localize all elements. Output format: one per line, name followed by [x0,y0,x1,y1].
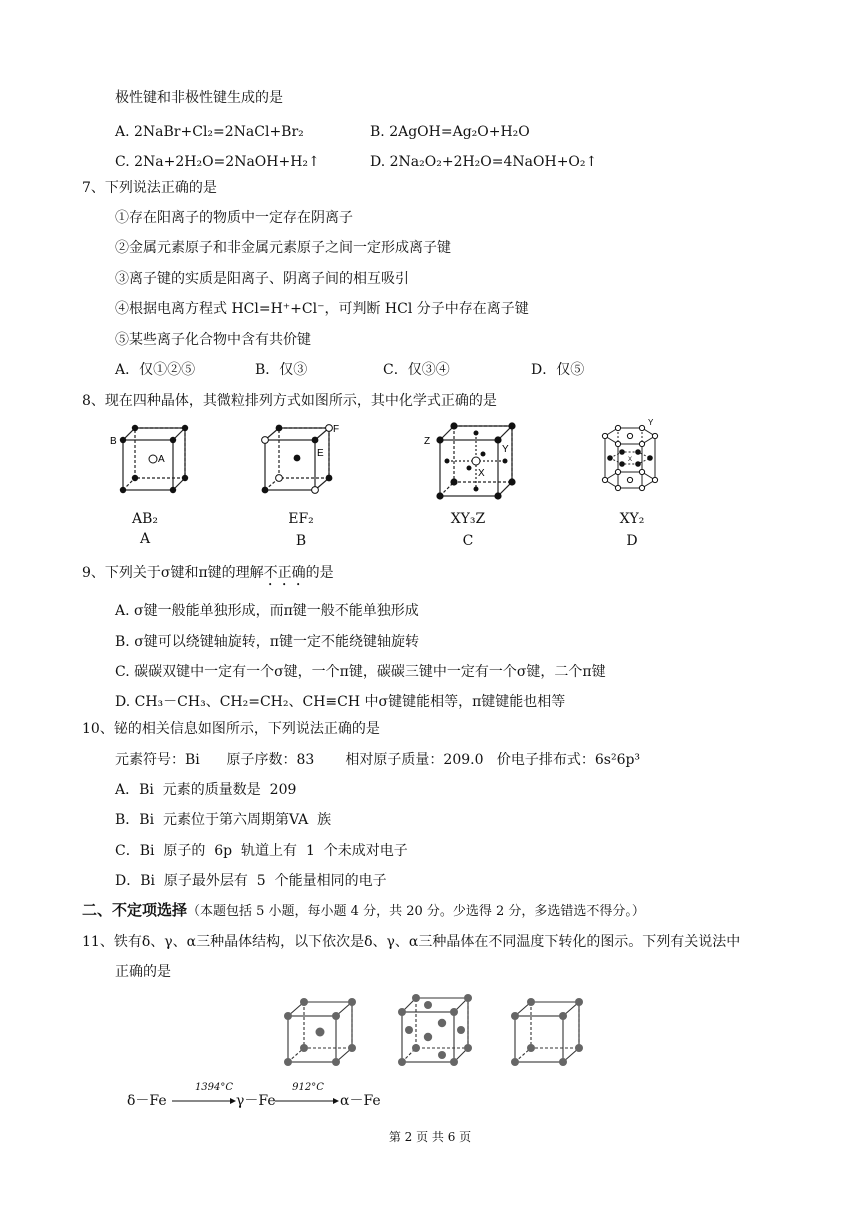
q11-stem: 11、铁有δ、γ、α三种晶体结构，以下依次是δ、γ、α三种晶体在不同温度下转化的图示。下列有关说法中 [82,934,741,950]
q7-statement-4: ④根据电离方程式 HCl=H⁺+Cl⁻，可判断 HCl 分子中存在离子键 [115,301,529,317]
fig-a-letter: A [139,531,151,547]
q6-option-b: B. 2AgOH=Ag₂O+H₂O [370,124,530,140]
label-x: X [628,457,633,463]
q6-option-c: C. 2Na+2H₂O=2NaOH+H₂↑ [115,154,320,170]
fig-c-formula: XY₃Z [450,511,486,527]
q9-option-c: C. 碳碳双键中一定有一个σ键，一个π键，碳碳三键中一定有一个σ键，二个π键 [115,664,606,680]
q7-statement-2: ②金属元素原子和非金属元素原子之间一定形成离子键 [115,240,451,256]
alpha-fe-label: α－Fe [340,1093,381,1109]
q6-stem-continuation: 极性键和非极性键生成的是 [115,90,283,106]
q10-element-info: 元素符号：Bi 原子序数：83 相对原子质量：209.0 价电子排布式：6s²6p³ [115,752,641,768]
label-b: B [110,436,117,447]
label-y: Y [502,444,509,455]
fig-b-formula: EF₂ [288,511,314,527]
fig-a-formula: AB₂ [131,511,158,527]
q9-option-a: A. σ键一般能单独形成，而π键一般不能单独形成 [115,603,419,619]
crystal-figure-b [255,420,345,500]
delta-fe-label: δ－Fe [127,1093,167,1109]
q7-option-a: A．仅①②⑤ [115,362,196,378]
fig-d-letter: D [626,533,638,549]
label-a: A [158,454,165,465]
q7-stem: 7、下列说法正确的是 [82,180,217,196]
temp-1394: 1394°C [194,1082,234,1093]
crystal-figure-d [590,418,670,503]
gamma-fe-cell [394,990,474,1068]
crystal-figure-c [420,418,520,503]
q7-option-c: C．仅③④ [383,362,450,378]
q9-option-b: B. σ键可以绕键轴旋转，π键一定不能绕键轴旋转 [115,634,419,650]
crystal-figure-a [108,420,198,500]
fig-d-formula: XY₂ [619,511,645,527]
q11-stem-2: 正确的是 [115,964,171,980]
q7-option-b: B．仅③ [255,362,308,378]
temp-912: 912°C [292,1082,324,1093]
q7-option-d: D．仅⑤ [531,362,585,378]
q10-option-c: C．Bi 原子的 6p 轨道上有 1 个未成对电子 [115,843,408,859]
label-x: X [478,468,485,479]
section-2-title: 二、不定项选择 [82,901,188,919]
q9-option-d: D. CH₃－CH₃、CH₂=CH₂、CH≡CH 中σ键键能相等，π键键能也相等 [115,694,566,710]
label-y: Y [648,418,654,427]
q7-statement-5: ⑤某些离子化合物中含有共价键 [115,332,311,348]
delta-fe-cell [280,996,360,1068]
section-2-header [82,899,645,923]
arrow-2 [275,1096,339,1106]
q10-stem: 10、铋的相关信息如图所示，下列说法正确的是 [82,721,380,737]
gamma-fe-label: γ－Fe [236,1093,276,1109]
fig-c-letter: C [462,533,474,549]
alpha-fe-cell [507,996,587,1068]
arrow-1 [172,1096,236,1106]
q10-option-d: D．Bi 原子最外层有 5 个能量相同的电子 [115,873,387,889]
q10-option-a: A．Bi 元素的质量数是 209 [115,782,297,798]
label-z: Z [424,436,431,447]
page-footer: 第 2 页 共 6 页 [388,1130,472,1144]
q7-statement-1: ①存在阳离子的物质中一定存在阴离子 [115,210,353,226]
q6-option-d: D. 2Na₂O₂+2H₂O=4NaOH+O₂↑ [370,154,598,170]
q8-stem: 8、现在四种晶体，其微粒排列方式如图所示，其中化学式正确的是 [82,393,497,409]
label-e: E [317,448,324,459]
q6-option-a: A. 2NaBr+Cl₂=2NaCl+Br₂ [115,124,304,140]
emphasis-not-correct: 不正确 [263,565,306,581]
q7-statement-3: ③离子键的实质是阳离子、阴离子间的相互吸引 [115,271,409,287]
q10-option-b: B．Bi 元素位于第六周期第VA 族 [115,812,332,828]
section-2-desc: （本题包括 5 小题，每小题 4 分，共 20 分。少选得 2 分，多选错选不得分。） [187,904,645,919]
q9-stem: 9、下列关于σ键和π键的理解不正确的是 [82,565,334,581]
label-f: F [333,424,340,435]
fig-b-letter: B [295,533,307,549]
